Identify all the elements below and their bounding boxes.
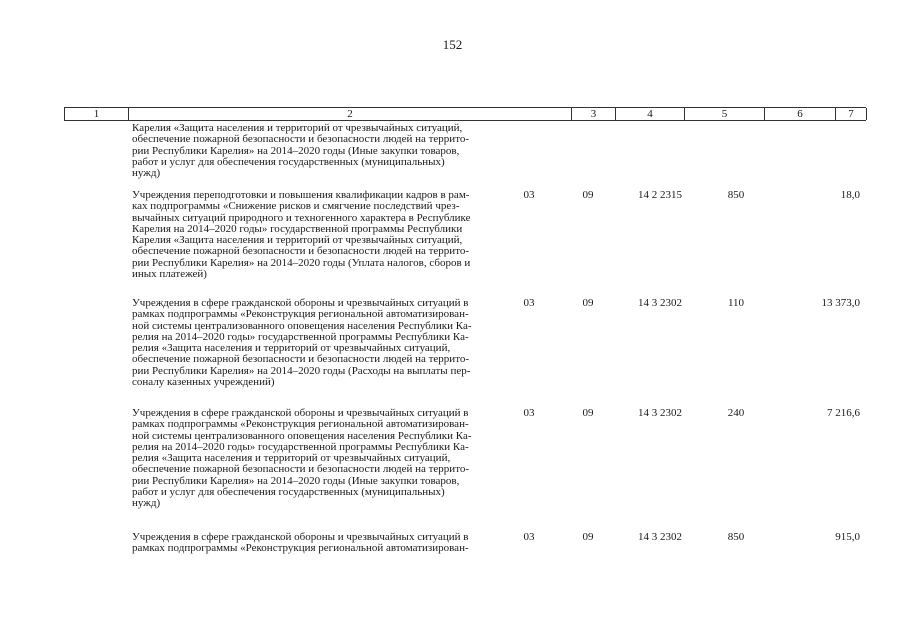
- row-expense-type: 850: [727, 531, 745, 543]
- row-amount: 915,0: [835, 531, 860, 543]
- row-amount: 7 216,6: [827, 407, 860, 419]
- row-subsection-code: 09: [582, 407, 594, 419]
- header-col-7: 7: [836, 108, 867, 120]
- page-number: 152: [442, 37, 463, 52]
- row-target-article: 14 3 2302: [638, 531, 682, 543]
- header-col-2: 2: [129, 108, 572, 120]
- row-expense-type: 240: [727, 407, 745, 419]
- row-amount: 13 373,0: [821, 297, 860, 309]
- row-description: Карелия «Защита населения и территорий от чрезвычайных ситуаций, обеспечение пожарной безопасности и безопасности людей на террито- рии Республики Карелия» на 2014–2020 годы (Иные закупки товаров, работ и услуг для обеспечения государственных (муниципальных) нужд): [132, 122, 470, 180]
- header-col-5: 5: [685, 108, 765, 120]
- row-target-article: 14 2 2315: [638, 189, 682, 201]
- row-description: Учреждения в сфере гражданской обороны и чрезвычайных ситуаций в рамках подпрограммы «Реконструкция региональной автоматизирован-: [132, 531, 469, 555]
- row-section-code: 03: [523, 189, 535, 201]
- header-col-6: 6: [765, 108, 836, 120]
- row-description: Учреждения в сфере гражданской обороны и чрезвычайных ситуаций в рамках подпрограммы «Реконструкция региональной автоматизирован- ной системы централизованного оповещения населения Республики Ка- релия на 2014–2020 годы» государственной программы Республики Ка- релия «Защита населения и территорий от чрезвычайных ситуаций, обеспечение пожарной безопасности и безопасности людей на террито- рии Республики Карелия» на 2014–2020 годы (Расходы на выплаты пер- соналу казенных учреждений): [132, 297, 472, 389]
- table-header-row: [64, 107, 866, 121]
- row-expense-type: 110: [727, 297, 745, 309]
- header-col-3: 3: [572, 108, 616, 120]
- row-section-code: 03: [523, 297, 535, 309]
- header-col-1: 1: [65, 108, 129, 120]
- row-section-code: 03: [523, 407, 535, 419]
- row-target-article: 14 3 2302: [638, 407, 682, 419]
- row-description: Учреждения в сфере гражданской обороны и чрезвычайных ситуаций в рамках подпрограммы «Реконструкция региональной автоматизирован- ной системы централизованного оповещения населения Республики Ка- релия на 2014–2020 годы» государственной программы Республики Ка- релия «Защита населения и территорий от чрезвычайных ситуаций, обеспечение пожарной безопасности и безопасности людей на террито- рии Республики Карелия» на 2014–2020 годы (Иные закупки товаров, работ и услуг для обеспечения государственных (муниципальных) нужд): [132, 407, 472, 510]
- row-amount: 18,0: [840, 189, 860, 201]
- row-target-article: 14 3 2302: [638, 297, 682, 309]
- row-subsection-code: 09: [582, 531, 594, 543]
- row-expense-type: 850: [727, 189, 745, 201]
- row-subsection-code: 09: [582, 189, 594, 201]
- row-subsection-code: 09: [582, 297, 594, 309]
- row-section-code: 03: [523, 531, 535, 543]
- row-description: Учреждения переподготовки и повышения квалификации кадров в рам- ках подпрограммы «Снижение рисков и смягчение последствий чрез- вычайных ситуаций природного и техногенного характера в Республике Карелия на 2014–2020 годы» государственной программы Республики Карелия «Защита населения и территорий от чрезвычайных ситуаций, обеспечение пожарной безопасности и безопасности людей на террито- рии Республики Карелия» на 2014–2020 годы (Уплата налогов, сборов и иных платежей): [132, 189, 471, 281]
- header-col-4: 4: [616, 108, 685, 120]
